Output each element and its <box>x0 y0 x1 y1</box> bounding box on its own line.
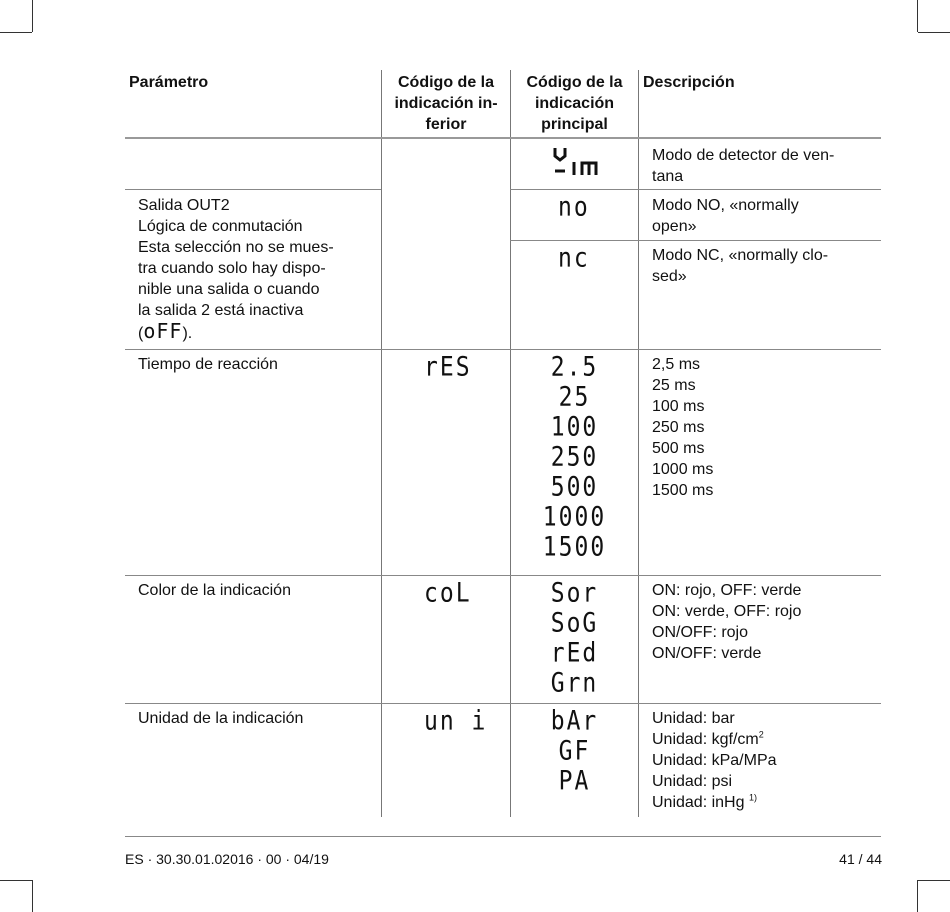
param-line: tra cuando solo hay dispo- <box>138 260 326 277</box>
res-display-code: rES <box>424 352 472 383</box>
res-value: 500 <box>550 472 599 503</box>
desc-line: Modo NO, «normally <box>652 197 799 214</box>
column-divider <box>638 70 639 817</box>
desc-line: Unidad: psi <box>652 773 733 790</box>
crop-mark <box>917 0 918 32</box>
param-out2 <box>138 195 334 344</box>
param-line: la salida 2 está inactiva <box>138 302 304 319</box>
header-line: principal <box>541 116 608 133</box>
desc-line: 1000 ms <box>652 461 714 478</box>
param-line: Lógica de conmutación <box>138 218 303 235</box>
desc-line: ON/OFF: verde <box>652 645 762 662</box>
res-value: 250 <box>550 442 599 473</box>
param-color: Color de la indicación <box>138 582 291 599</box>
desc-res <box>652 354 713 501</box>
window-mode-display-code <box>552 146 602 178</box>
crop-mark <box>0 880 32 881</box>
res-value: 1500 <box>542 532 607 563</box>
desc-line: 1500 ms <box>652 482 714 499</box>
desc-line: ON: rojo, OFF: verde <box>652 582 802 599</box>
col-values <box>511 576 638 699</box>
res-value: 25 <box>558 382 591 413</box>
col-value: Sor <box>550 578 599 609</box>
param-tiempo-reaccion: Tiempo de reacción <box>138 356 278 373</box>
desc-nc <box>652 245 828 287</box>
footer-rule <box>125 836 881 837</box>
header-rule <box>125 137 881 139</box>
desc-line: open» <box>652 218 697 235</box>
paren: ). <box>182 325 193 342</box>
off-display-code: oFF <box>143 319 183 343</box>
desc-col <box>652 580 801 664</box>
superscript: 2 <box>758 729 764 740</box>
header-descripcion: Descripción <box>643 74 735 91</box>
param-unidad: Unidad de la indicación <box>138 710 304 727</box>
desc-no <box>652 195 799 237</box>
header-codigo-inferior <box>382 72 510 135</box>
row-rule <box>125 189 381 190</box>
param-line: nible una salida o cuando <box>138 281 320 298</box>
param-line: Esta selección no se mues- <box>138 239 334 256</box>
desc-line: 100 ms <box>652 398 705 415</box>
desc-line: Modo de detector de ven- <box>652 147 835 164</box>
crop-mark <box>917 880 918 912</box>
footer-doc-id: ES · 30.30.01.02016 · 00 · 04/19 <box>125 851 329 867</box>
desc-uni <box>652 708 777 813</box>
window-mode-glyph <box>552 146 602 178</box>
col-value: Grn <box>550 668 599 699</box>
col-value: SoG <box>550 608 599 639</box>
desc-line: sed» <box>652 268 687 285</box>
desc-text: Unidad: kgf/cm <box>652 731 759 748</box>
header-line: Código de la <box>526 74 623 91</box>
desc-line: 2,5 ms <box>652 356 701 373</box>
desc-window <box>652 145 834 187</box>
res-value: 100 <box>550 412 599 443</box>
header-line: indicación in- <box>394 95 498 112</box>
col-value: rEd <box>550 638 599 669</box>
uni-value: GF <box>558 736 591 767</box>
desc-line <box>652 729 777 750</box>
crop-mark <box>918 880 950 881</box>
desc-line: 500 ms <box>652 440 705 457</box>
header-codigo-principal <box>511 72 638 135</box>
desc-line <box>652 792 777 813</box>
desc-line: tana <box>652 168 684 185</box>
paren: ( <box>138 325 144 342</box>
footnote-ref: 1) <box>748 792 757 803</box>
no-display-code: no <box>558 192 590 223</box>
crop-mark <box>918 32 950 33</box>
header-line: indicación <box>534 95 615 112</box>
desc-line: 250 ms <box>652 419 705 436</box>
param-line: Salida OUT2 <box>138 197 230 214</box>
row-rule <box>125 349 881 350</box>
header-parametro: Parámetro <box>129 74 209 91</box>
crop-mark <box>0 32 32 33</box>
crop-mark <box>32 0 33 32</box>
desc-line: 25 ms <box>652 377 696 394</box>
desc-line: ON: verde, OFF: rojo <box>652 603 802 620</box>
header-line: ferior <box>425 116 467 133</box>
crop-mark <box>32 880 33 912</box>
uni-values <box>511 704 638 797</box>
nc-display-code: nc <box>558 243 590 274</box>
row-rule <box>125 575 881 576</box>
desc-line: ON/OFF: rojo <box>652 624 749 641</box>
header-line: Código de la <box>398 74 494 91</box>
desc-line: Unidad: kPa/MPa <box>652 752 777 769</box>
param-line <box>138 321 334 344</box>
row-rule <box>125 703 881 704</box>
res-value: 2.5 <box>550 352 599 383</box>
uni-value: PA <box>558 766 591 797</box>
res-values <box>511 350 638 563</box>
uni-value: bAr <box>550 706 599 737</box>
uni-display-code: un i <box>424 706 488 737</box>
desc-line: Modo NC, «normally clo- <box>652 247 829 264</box>
page-number: 41 / 44 <box>839 851 882 867</box>
desc-line: Unidad: bar <box>652 710 735 727</box>
desc-text: Unidad: inHg <box>652 794 745 811</box>
column-divider <box>381 70 382 817</box>
res-value: 1000 <box>542 502 607 533</box>
col-display-code: coL <box>424 578 472 609</box>
